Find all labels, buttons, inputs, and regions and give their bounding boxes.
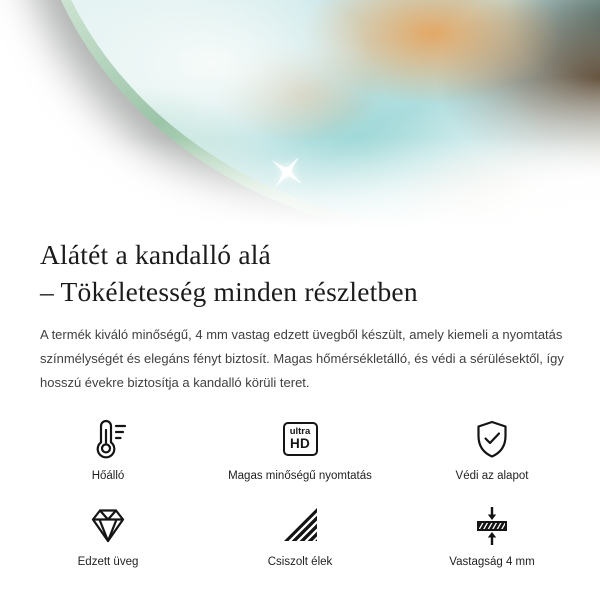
feature-heat-resistant [12,416,204,482]
product-description: A termék kiváló minőségű, 4 mm vastag edzett üvegből készült, amely kiemeli a nyomtatás színmélységét és elegáns fényt biztosít. Magas hőmérsékletálló, és védi a sérülésektől, így hosszú évekre biztosítja a kandalló körüli teret. [40,327,564,390]
sparkle-icon [268,153,306,191]
diamond-icon [86,502,130,547]
feature-grid [12,416,588,568]
feature-label: Edzett üveg [77,556,139,568]
content-area [0,236,600,568]
feature-label: Hőálló [91,470,125,482]
feature-polished-edges [204,502,396,568]
title-line-1: Alátét a kandalló alá [40,239,271,270]
feature-print-quality [204,416,396,482]
feature-label: Vastagság 4 mm [449,556,535,568]
feature-label: Csiszolt élek [267,556,333,568]
title-line-2: – Tökéletesség minden részletben [40,276,418,307]
feature-protects-base [396,416,588,482]
thickness-icon [470,502,514,547]
polished-edges-icon [278,502,322,547]
product-image [0,0,600,230]
page-title [40,236,560,310]
ultra-hd-icon-text-top: ultra [289,426,311,437]
shield-check-icon [470,416,514,461]
ultra-hd-icon-text-bottom: HD [290,436,310,451]
feature-label: Magas minőségű nyomtatás [228,470,372,482]
feature-thickness [396,502,588,568]
ultra-hd-icon [283,416,318,461]
feature-label: Védi az alapot [455,470,529,482]
thermometer-icon [86,416,130,461]
feature-tempered-glass [12,502,204,568]
